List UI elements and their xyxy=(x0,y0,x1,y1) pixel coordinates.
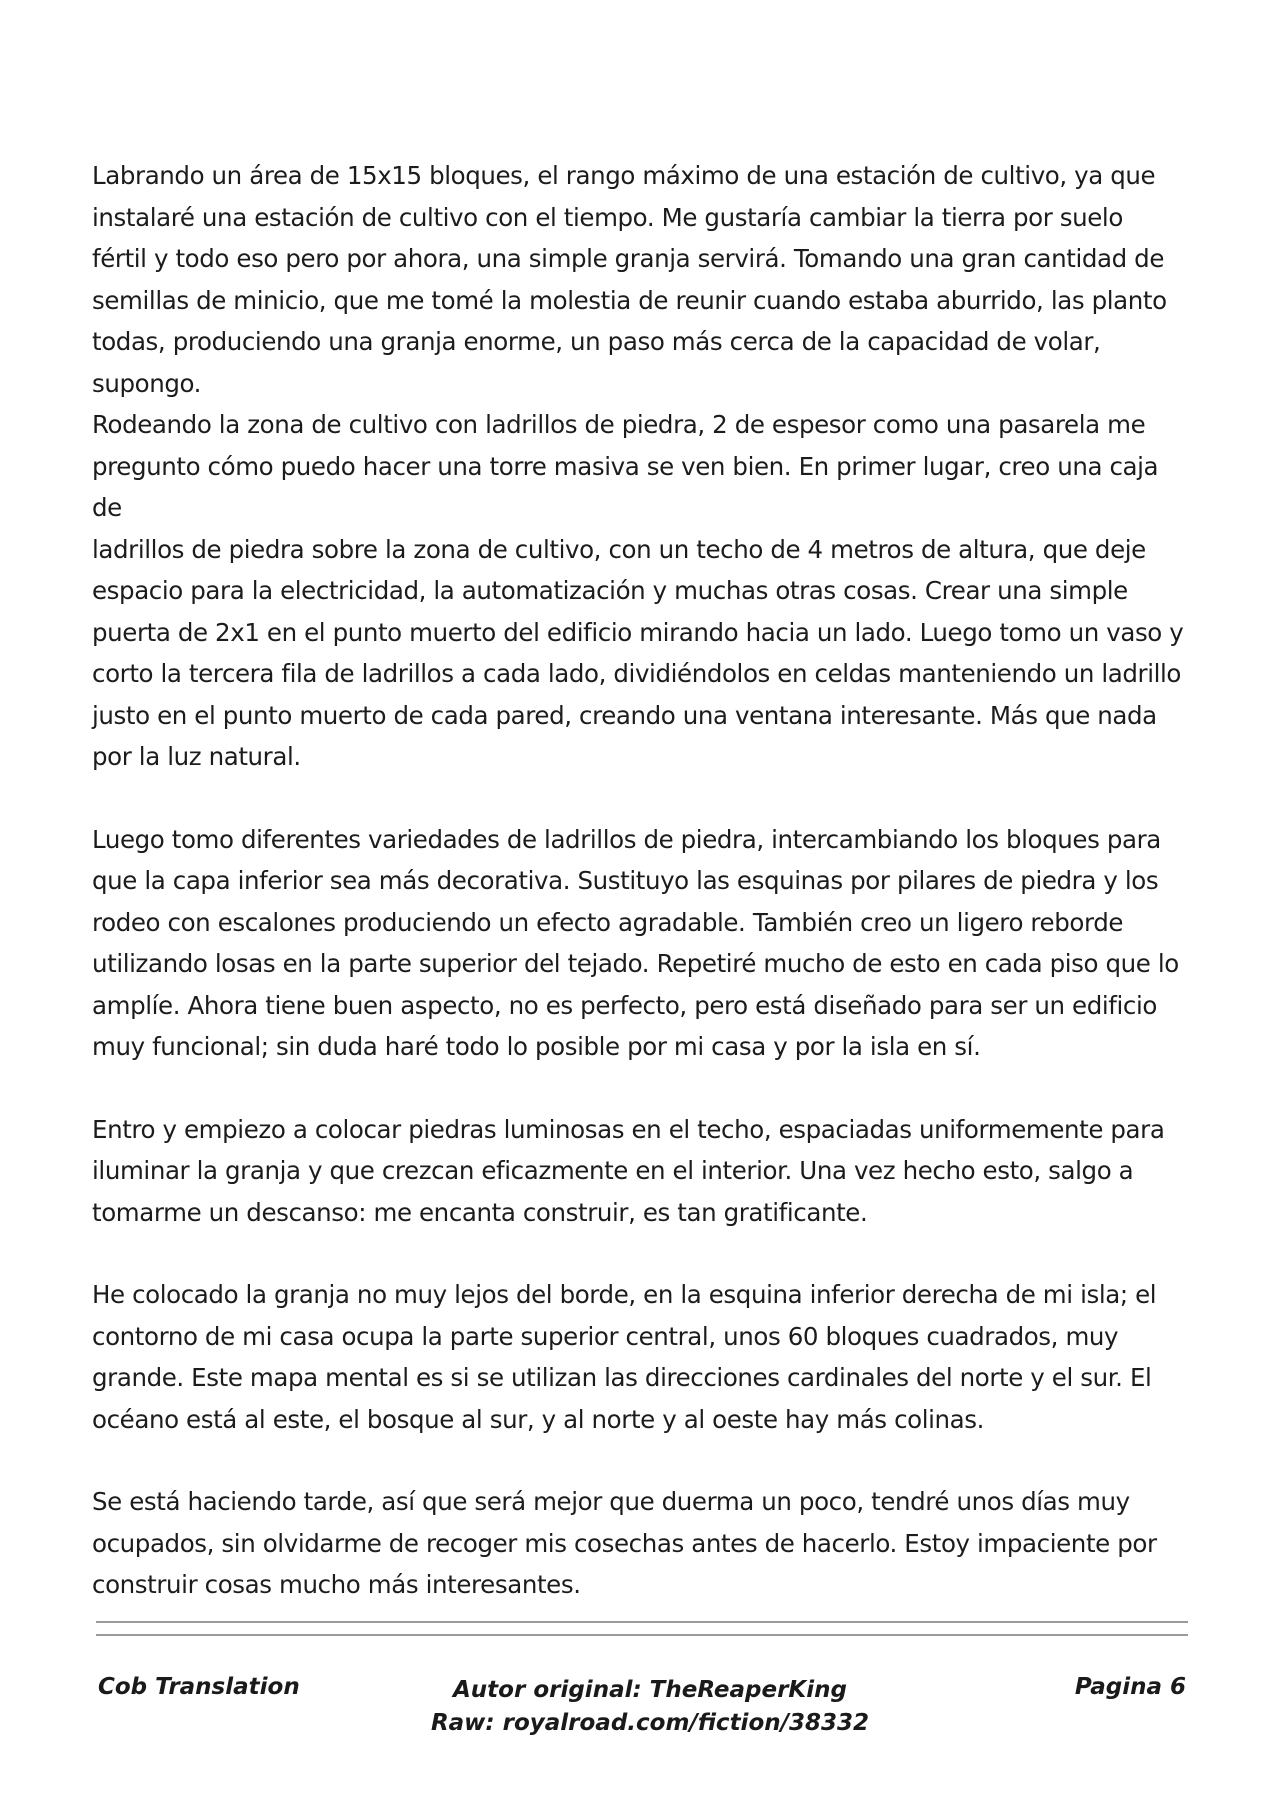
footer-divider-bottom xyxy=(96,1634,1188,1636)
paragraph-3: Entro y empiezo a colocar piedras luminosas en el techo, espaciadas uniformemente para iluminar la granja y que crezcan eficazmente en el interior. Una vez hecho esto, salgo a tomarme un descanso: me encanta construir, es tan gratificante. xyxy=(92,1114,1165,1227)
body-text xyxy=(92,155,1192,1647)
paragraph-5: Se está haciendo tarde, así que será mejor que duerma un poco, tendré unos días muy ocupados, sin olvidarme de recoger mis cosechas antes de hacerlo. Estoy impaciente por construir cosas mucho más interesantes. xyxy=(92,1487,1157,1599)
paragraph-2: Luego tomo diferentes variedades de ladrillos de piedra, intercambiando los bloques para que la capa inferior sea más decorativa. Sustituyo las esquinas por pilares de piedra y los rodeo con escalones produciendo un efecto agradable. También creo un ligero reborde utilizando losas en la parte superior del tejado. Repetiré mucho de esto en cada piso que lo amplíe. Ahora tiene buen aspecto, no es perfecto, pero está diseñado para ser un edificio muy funcional; sin duda haré todo lo posible por mi casa y por la isla en sí. xyxy=(92,824,1179,1061)
footer-raw-source: Raw: royalroad.com/fiction/38332 xyxy=(430,1710,870,1736)
footer-translator: Cob Translation xyxy=(98,1674,300,1700)
footer-credits xyxy=(390,1674,910,1740)
footer-divider-top xyxy=(96,1621,1188,1623)
footer-page-number: Pagina 6 xyxy=(1074,1674,1186,1700)
footer-original-author: Autor original: TheReaperKing xyxy=(453,1677,847,1703)
paragraph-1: Labrando un área de 15x15 bloques, el rango máximo de una estación de cultivo, ya que instalaré una estación de cultivo con el tiempo. Me gustaría cambiar la tierra por suelo fértil y todo eso pero por ahora, una simple granja servirá. Tomando una gran cantidad de semillas de minicio, que me tomé la molestia de reunir cuando estaba aburrido, las planto todas, produciendo una granja enorme, un paso más cerca de la capacidad de volar, supongo. Rodeando la zona de cultivo con ladrillos de piedra, 2 de espesor como una pasarela me pregunto cómo puedo hacer una torre masiva se ven bien. En primer lugar, creo una caja de ladrillos de piedra sobre la zona de cultivo, con un techo de 4 metros de altura, que deje espacio para la electricidad, la automatización y muchas otras cosas. Crear una simple puerta de 2x1 en el punto muerto del edificio mirando hacia un lado. Luego tomo un vaso y corto la tercera fila de ladrillos a cada lado, dividiéndolos en celdas manteniendo un ladrillo justo en el punto muerto de cada pared, creando una ventana interesante. Más que nada por la luz natural. xyxy=(92,161,1184,771)
paragraph-4: He colocado la granja no muy lejos del borde, en la esquina inferior derecha de mi isla; el contorno de mi casa ocupa la parte superior central, unos 60 bloques cuadrados, muy grande. Este mapa mental es si se utilizan las direcciones cardinales del norte y el sur. El océano está al este, el bosque al sur, y al norte y al oeste hay más colinas. xyxy=(92,1280,1157,1434)
